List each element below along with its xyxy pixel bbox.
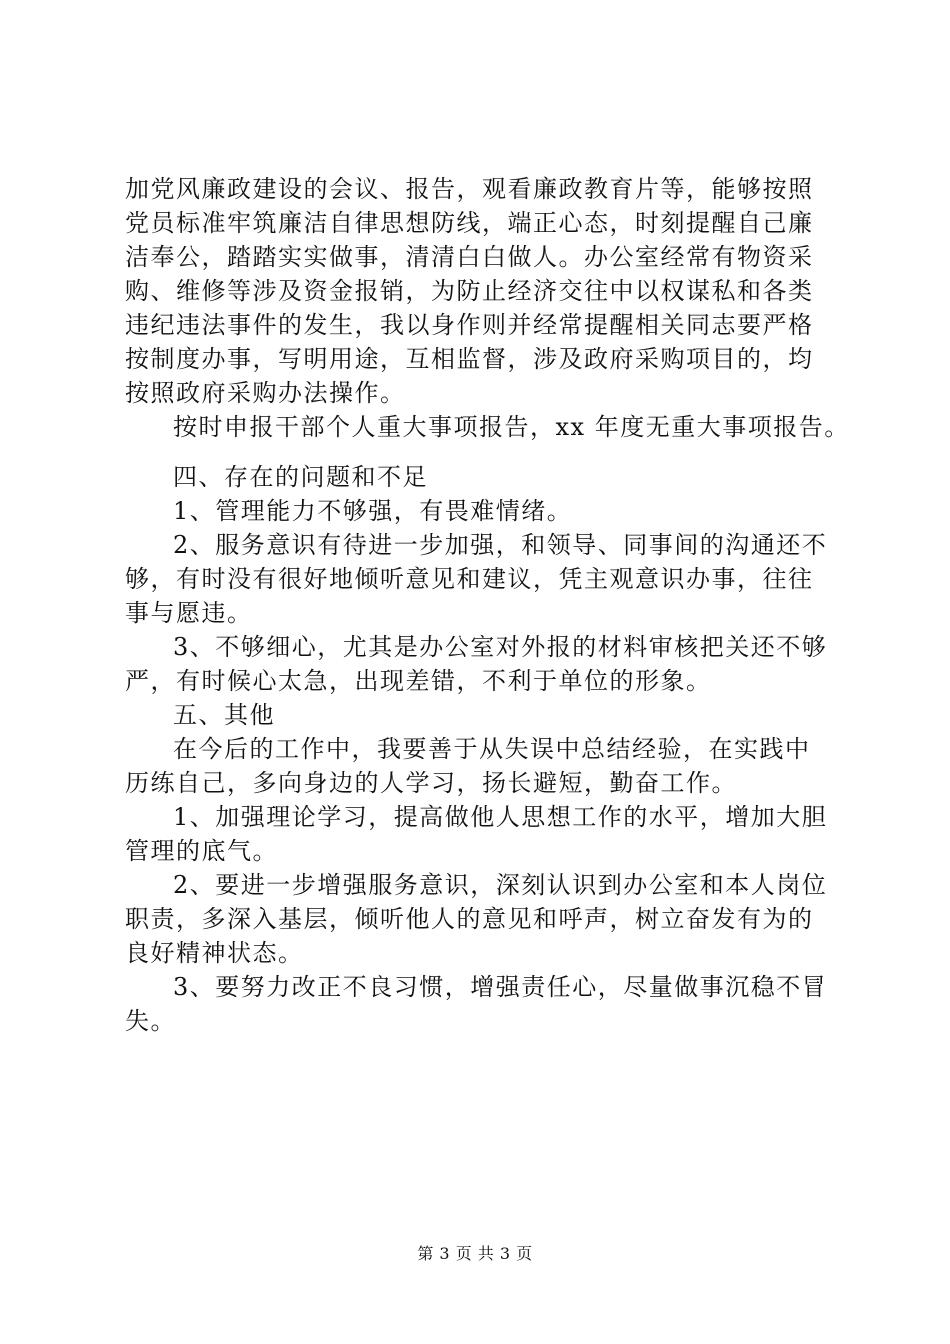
text-line: 2、要进一步增强服务意识，深刻认识到办公室和本人岗位 bbox=[173, 871, 828, 899]
text-line: 失。 bbox=[125, 1007, 176, 1035]
text-line: 严，有时候心太急，出现差错，不利于单位的形象。 bbox=[125, 667, 712, 695]
text-line: 良好精神状态。 bbox=[125, 939, 304, 967]
text-line: 在今后的工作中，我要善于从失误中总结经验，在实践中 bbox=[173, 735, 811, 763]
section-heading: 四、存在的问题和不足 bbox=[173, 463, 428, 491]
text-line: 按照政府采购办法操作。 bbox=[125, 379, 406, 407]
text-line: 1、加强理论学习，提高做他人思想工作的水平，增加大胆 bbox=[173, 803, 828, 831]
text-line: 党员标准牢筑廉洁自律思想防线，端正心态，时刻提醒自己廉 bbox=[125, 209, 814, 237]
text-line: 按制度办事，写明用途，互相监督，涉及政府采购项目的，均 bbox=[125, 345, 814, 373]
text-line: 3、要努力改正不良习惯，增强责任心，尽量做事沉稳不冒 bbox=[173, 973, 828, 1001]
text-line: 职责，多深入基层，倾听他人的意见和呼声，树立奋发有为的 bbox=[125, 905, 814, 933]
text-line: 2、服务意识有待进一步加强，和领导、同事间的沟通还不 bbox=[173, 531, 828, 559]
text-line: 历练自己，多向身边的人学习，扬长避短，勤奋工作。 bbox=[125, 769, 737, 797]
text-line: 1、管理能力不够强，有畏难情绪。 bbox=[173, 497, 573, 525]
text-line: 洁奉公，踏踏实实做事，清清白白做人。办公室经常有物资采 bbox=[125, 243, 814, 271]
text-line: 按时申报干部个人重大事项报告，xx 年度无重大事项报告。 bbox=[173, 413, 850, 441]
text-line: 加党风廉政建设的会议、报告，观看廉政教育片等，能够按照 bbox=[125, 175, 814, 203]
text-line: 够，有时没有很好地倾听意见和建议，凭主观意识办事，往往 bbox=[125, 565, 814, 593]
text-line: 管理的底气。 bbox=[125, 837, 278, 865]
section-heading: 五、其他 bbox=[173, 701, 275, 729]
text-line: 事与愿违。 bbox=[125, 599, 253, 627]
text-line: 购、维修等涉及资金报销，为防止经济交往中以权谋私和各类 bbox=[125, 277, 814, 305]
text-line: 3、不够细心，尤其是办公室对外报的材料审核把关还不够 bbox=[173, 633, 828, 661]
page-number-footer: 第 3 页 共 3 页 bbox=[417, 1244, 533, 1263]
text-line: 违纪违法事件的发生，我以身作则并经常提醒相关同志要严格 bbox=[125, 311, 814, 339]
